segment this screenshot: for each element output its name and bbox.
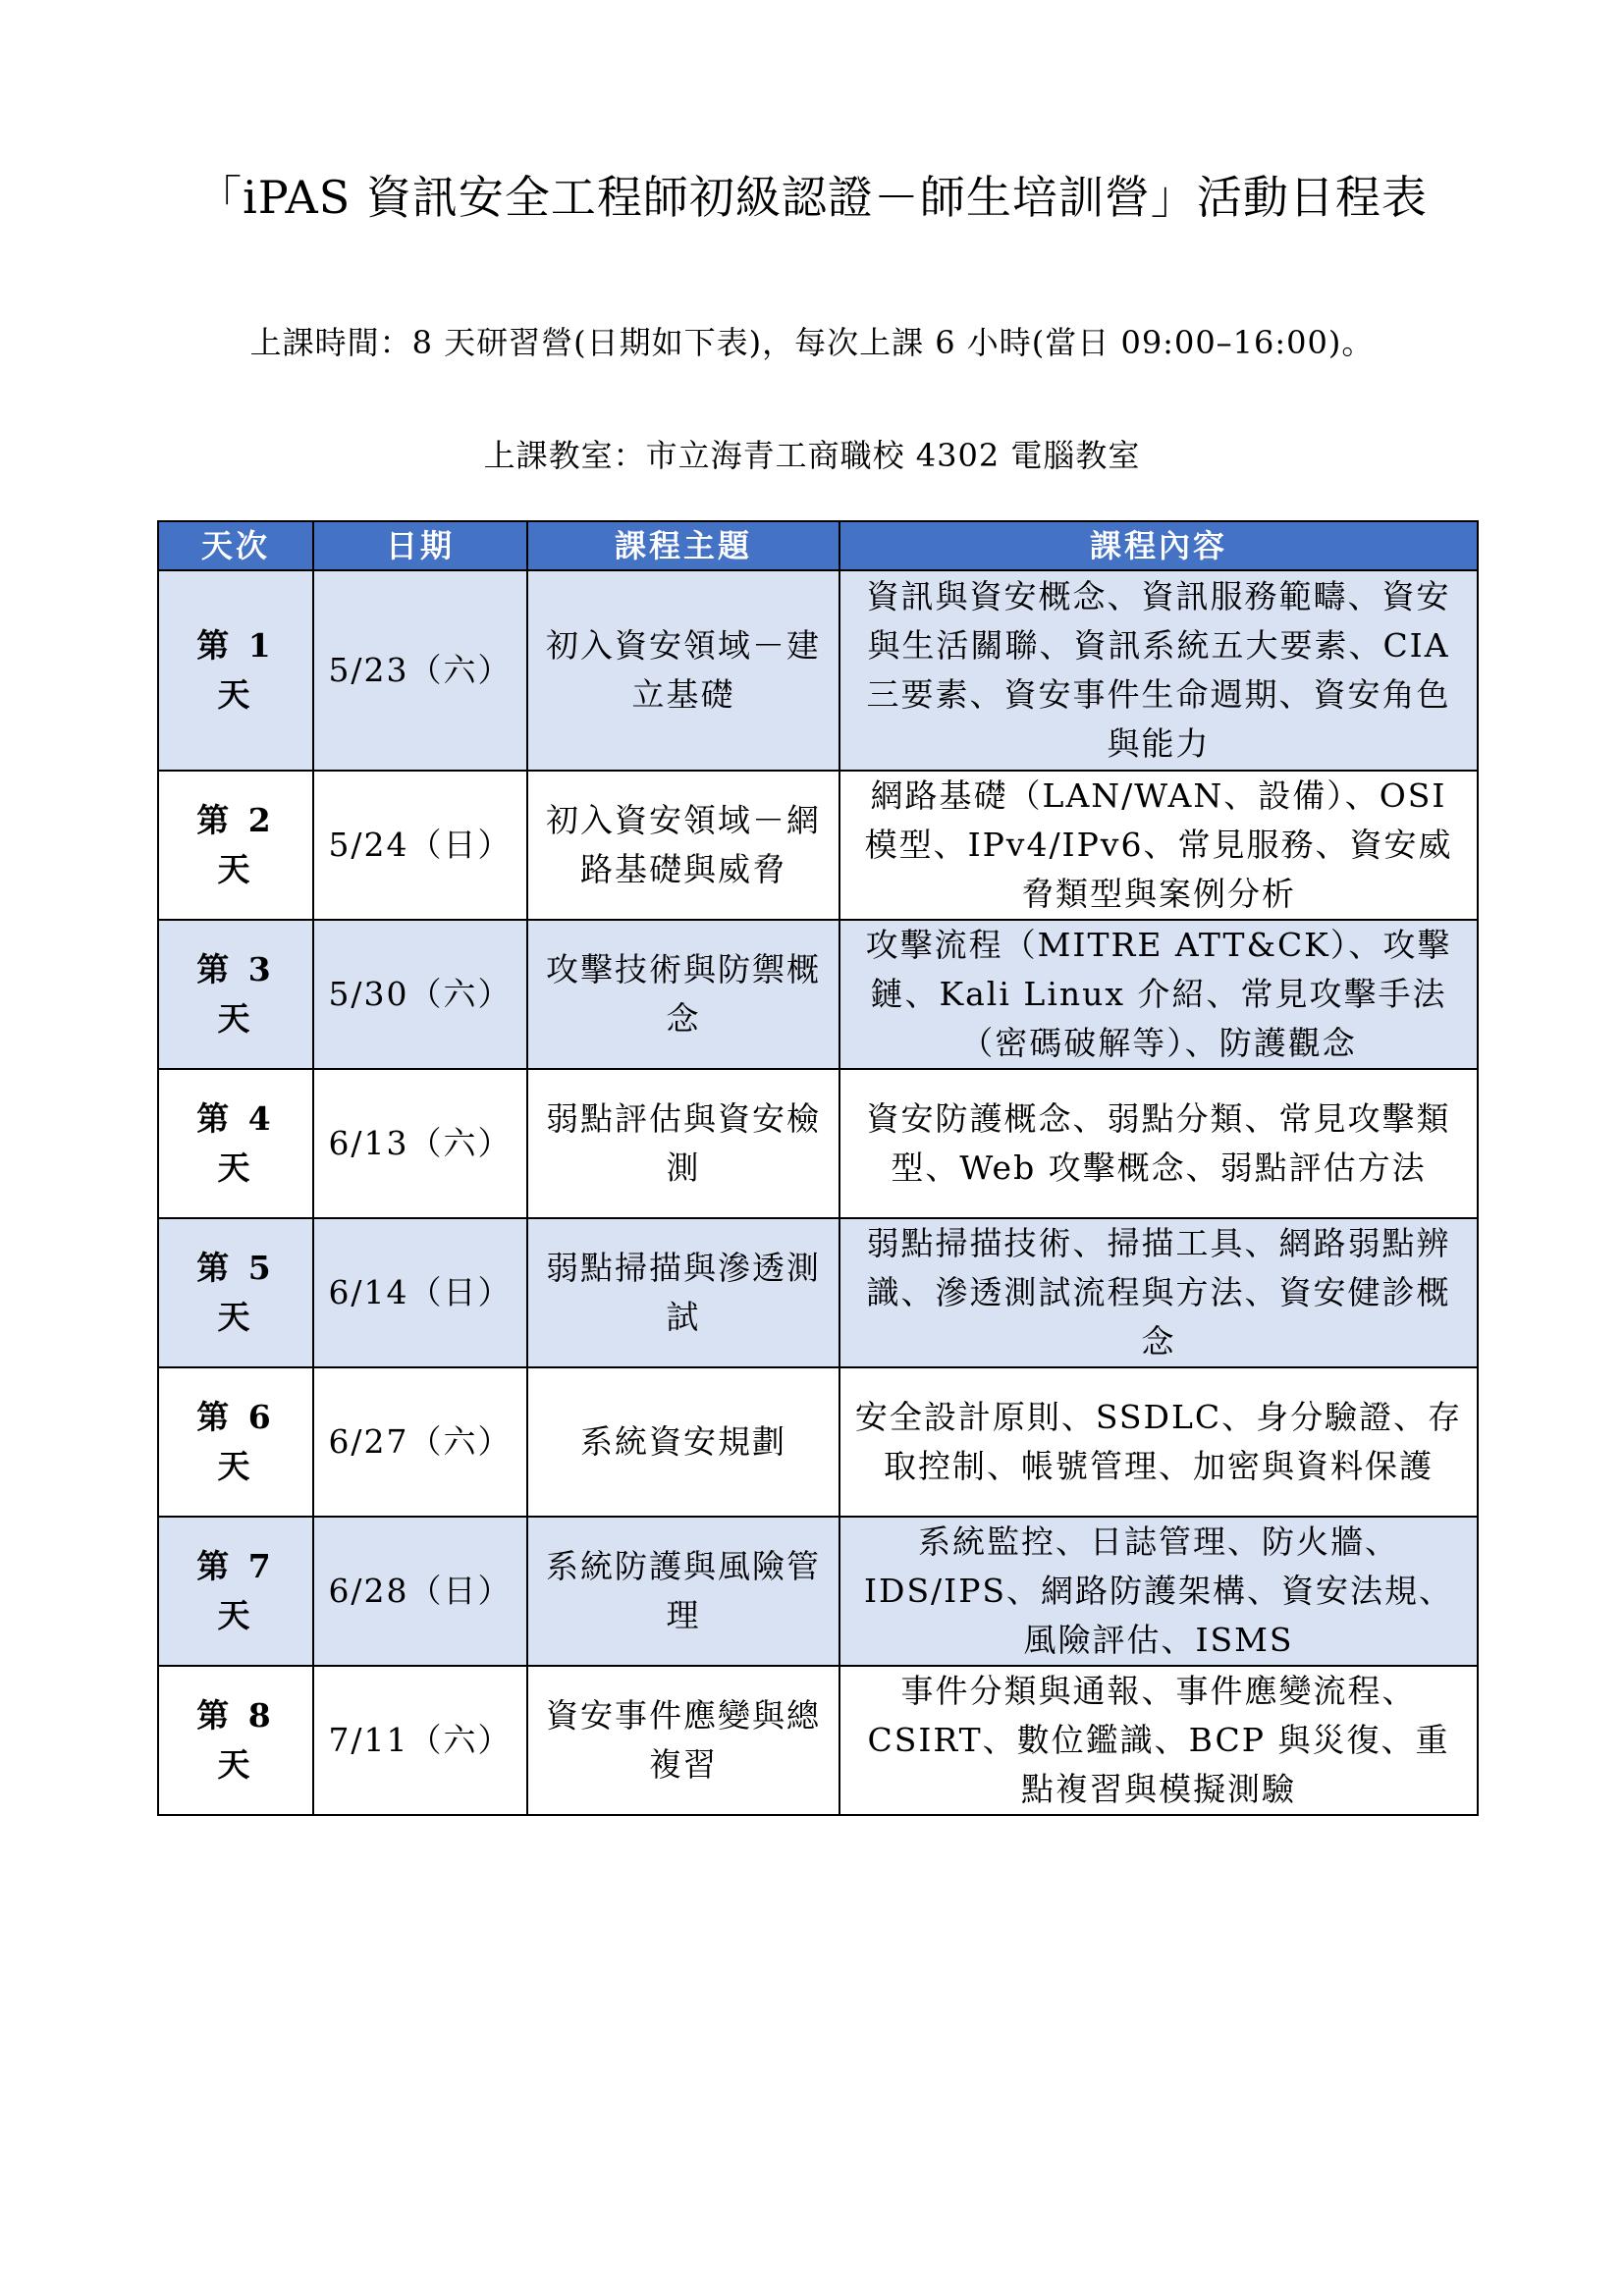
date-cell: 6/28（日）: [313, 1517, 527, 1666]
topic-cell: 弱點掃描與滲透測試: [527, 1218, 839, 1367]
topic-cell: 初入資安領域－網路基礎與威脅: [527, 771, 839, 920]
day-cell: 第 1 天: [158, 570, 313, 771]
topic-cell: 資安事件應變與總複習: [527, 1666, 839, 1815]
table-row: [158, 1069, 1478, 1218]
content-cell: 資安防護概念、弱點分類、常見攻擊類型、Web 攻擊概念、弱點評估方法: [839, 1069, 1478, 1218]
content-cell: 系統監控、日誌管理、防火牆、IDS/IPS、網路防護架構、資安法規、風險評估、ISMS: [839, 1517, 1478, 1666]
header-date: 日期: [313, 521, 527, 570]
topic-cell: 系統資安規劃: [527, 1367, 839, 1517]
day-cell: 第 5 天: [158, 1218, 313, 1367]
class-time-text: 上課時間：8 天研習營(日期如下表)，每次上課 6 小時(當日 09:00–16:00)。: [249, 324, 1375, 361]
date-cell: 5/24（日）: [313, 771, 527, 920]
day-cell: 第 3 天: [158, 920, 313, 1069]
day-cell: 第 4 天: [158, 1069, 313, 1218]
header-content: 課程內容: [839, 521, 1478, 570]
topic-cell: 系統防護與風險管理: [527, 1517, 839, 1666]
day-cell: 第 2 天: [158, 771, 313, 920]
schedule-table: [157, 520, 1479, 1816]
page-title: 「iPAS 資訊安全工程師初級認證－師生培訓營」活動日程表: [196, 171, 1428, 224]
content-cell: 事件分類與通報、事件應變流程、CSIRT、數位鑑識、BCP 與災復、重點複習與模擬測驗: [839, 1666, 1478, 1815]
table-row: [158, 1666, 1478, 1815]
topic-cell: 攻擊技術與防禦概念: [527, 920, 839, 1069]
content-cell: 資訊與資安概念、資訊服務範疇、資安與生活關聯、資訊系統五大要素、CIA 三要素、資安事件生命週期、資安角色與能力: [839, 570, 1478, 771]
day-cell: 第 6 天: [158, 1367, 313, 1517]
day-cell: 第 8 天: [158, 1666, 313, 1815]
content-cell: 攻擊流程（MITRE ATT&CK）、攻擊鏈、Kali Linux 介紹、常見攻擊手法（密碼破解等）、防護觀念: [839, 920, 1478, 1069]
header-topic: 課程主題: [527, 521, 839, 570]
table-header-row: [158, 521, 1478, 570]
content-cell: 網路基礎（LAN/WAN、設備）、OSI 模型、IPv4/IPv6、常見服務、資安威脅類型與案例分析: [839, 771, 1478, 920]
date-cell: 6/14（日）: [313, 1218, 527, 1367]
date-cell: 5/30（六）: [313, 920, 527, 1069]
date-cell: 6/27（六）: [313, 1367, 527, 1517]
table-row: [158, 920, 1478, 1069]
topic-cell: 弱點評估與資安檢測: [527, 1069, 839, 1218]
table-row: [158, 771, 1478, 920]
topic-cell: 初入資安領域－建立基礎: [527, 570, 839, 771]
date-cell: 6/13（六）: [313, 1069, 527, 1218]
table-row: [158, 1367, 1478, 1517]
date-cell: 5/23（六）: [313, 570, 527, 771]
header-day: 天次: [158, 521, 313, 570]
classroom-text: 上課教室：市立海青工商職校 4302 電腦教室: [483, 437, 1141, 474]
content-cell: 安全設計原則、SSDLC、身分驗證、存取控制、帳號管理、加密與資料保護: [839, 1367, 1478, 1517]
content-cell: 弱點掃描技術、掃描工具、網路弱點辨識、滲透測試流程與方法、資安健診概念: [839, 1218, 1478, 1367]
table-row: [158, 570, 1478, 771]
table-row: [158, 1517, 1478, 1666]
date-cell: 7/11（六）: [313, 1666, 527, 1815]
table-row: [158, 1218, 1478, 1367]
day-cell: 第 7 天: [158, 1517, 313, 1666]
